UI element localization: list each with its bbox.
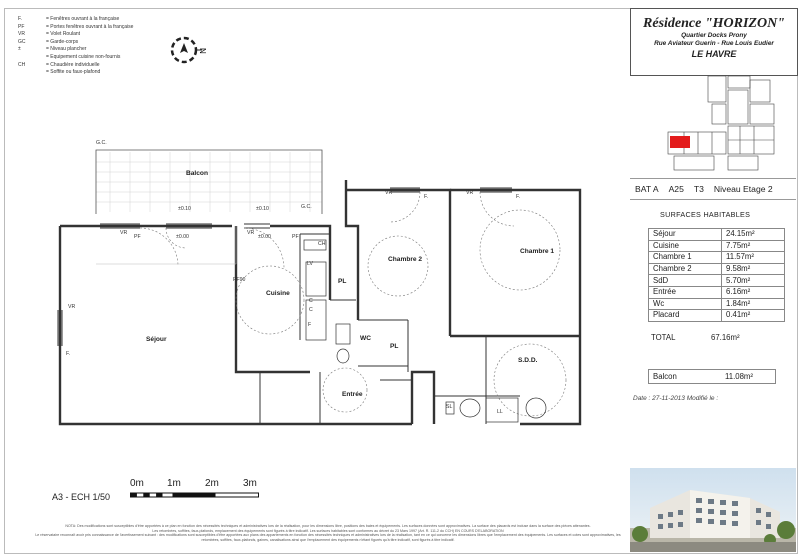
scale-label: A3 - ECH 1/50 bbox=[52, 492, 111, 502]
note-line: Les retombées, soffites, faux-plafonds, emplacement des équipements sont figurés à titre indicatif. Les surfaces habitables sont conformes au décret du 23 Mars 1997 (Art. R. 111-2 du CCH) EN COURS D'ELABORATION bbox=[152, 528, 504, 533]
placard-mark: PL bbox=[338, 278, 347, 285]
legend-row: GC = Garde-corps bbox=[18, 38, 79, 45]
total-value: 67.16m² bbox=[711, 333, 740, 342]
ll-mark: LL bbox=[497, 409, 503, 415]
total-label: TOTAL bbox=[651, 333, 676, 342]
table-row: Chambre 2 9.58m² bbox=[649, 263, 785, 275]
level-mark: ±0.00 bbox=[258, 234, 271, 240]
gc-mark: G.C. bbox=[96, 140, 107, 146]
f-mark: F. bbox=[516, 194, 521, 200]
legend-row: F. = Fenêtres ouvrant à la française bbox=[18, 16, 120, 22]
room-label-entree: Entrée bbox=[342, 391, 363, 398]
vr-mark: VR bbox=[120, 230, 128, 236]
vr-mark: VR bbox=[385, 190, 393, 196]
table-row: SdD 5.70m² bbox=[649, 275, 785, 287]
lot-number: A25 bbox=[668, 184, 684, 194]
room-label-balcon: Balcon bbox=[186, 170, 208, 177]
boiler-mark: CH bbox=[318, 241, 326, 247]
legend-row: VR = Volet Roulant bbox=[18, 31, 81, 38]
svg-text:N: N bbox=[198, 48, 207, 54]
level-mark: ±0.10 bbox=[178, 206, 191, 212]
placard-mark: PL bbox=[390, 343, 399, 350]
scale-tick-label: 3m bbox=[243, 478, 257, 489]
vr-mark: VR bbox=[68, 304, 76, 310]
project-title: Résidence "HORIZON" bbox=[643, 16, 785, 31]
balcony-tiles bbox=[96, 152, 322, 212]
project-street: Rue Aviateur Guerin - Rue Louis Eudier bbox=[654, 40, 774, 47]
pf90-mark: PF90 bbox=[233, 277, 246, 283]
legend-row: = Equipement cuisine non-fournis bbox=[46, 53, 121, 60]
floor-level: Niveau Etage 2 bbox=[713, 184, 773, 194]
gc-mark: G.C. bbox=[301, 204, 312, 210]
lv-mark: LV bbox=[307, 261, 313, 267]
note-line: Le réservataire reconnaît avoir pris connaissance de l'avertissement suivant : des modifications sont susceptibles d'être apportées aux plans des appartements en fonction des nécessités techniques et administratives lors de la réalisation, tant en ce qui concerne les dimensions libres que l'emplacement des équipements. Les surfaces et cotes sont approximatives, les retombées, soffites, faux-plafonds, gaines, canalisations ainsi que l'emplacement des équipements n'étant figurés qu'à titre indicatif, sont figurés à titre indicatif. bbox=[35, 533, 621, 542]
room-label-chambre1: Chambre 1 bbox=[520, 248, 555, 255]
building: BAT A bbox=[635, 184, 659, 194]
room-label-wc: WC bbox=[360, 335, 371, 342]
sl-mark: SL bbox=[446, 404, 453, 410]
legend-row: = Soffite ou faux-plafond bbox=[46, 69, 101, 76]
surfaces-heading: SURFACES HABITABLES bbox=[660, 210, 751, 219]
date-line: Date : 27-11-2013 Modifié le : bbox=[633, 395, 719, 402]
balcony-value: 11.08m² bbox=[725, 372, 754, 381]
scale-tick-label: 0m bbox=[130, 478, 144, 489]
vr-mark: VR bbox=[466, 190, 474, 196]
table-row: Placard 0.41m² bbox=[649, 310, 785, 322]
table-row: Entrée 6.16m² bbox=[649, 286, 785, 298]
room-label-chambre2: Chambre 2 bbox=[388, 256, 423, 263]
scale-tick-label: 1m bbox=[167, 478, 181, 489]
project-quarter: Quartier Docks Prony bbox=[681, 32, 747, 39]
table-row: Chambre 1 11.57m² bbox=[649, 252, 785, 264]
f-mark: F. bbox=[424, 194, 429, 200]
room-label-sejour: Séjour bbox=[146, 336, 167, 343]
table-row: Cuisine 7.75m² bbox=[649, 240, 785, 252]
pf-mark: PF bbox=[134, 234, 141, 240]
note-line: NOTA: Des modifications sont susceptibles d'être apportées à ce plan en fonction des nécessités techniques et administratives lors de la réalisation, pour les dimensions libre, positions des baies et équipements. Les surfaces données sont approximatives. La surface des placards est incluse dans la surface des pièces attenantes. bbox=[65, 524, 591, 528]
level-mark: ±0.00 bbox=[176, 234, 189, 240]
unit-type: T3 bbox=[693, 184, 704, 194]
f-mark: F. bbox=[66, 351, 71, 357]
f-mark: F bbox=[308, 322, 312, 328]
balcony-label: Balcon bbox=[653, 372, 677, 381]
c-mark: C bbox=[309, 307, 313, 313]
room-label-cuisine: Cuisine bbox=[266, 290, 290, 297]
vr-mark: VR bbox=[247, 230, 255, 236]
project-city: LE HAVRE bbox=[691, 49, 737, 59]
legend-row: PF = Portes fenêtres ouvrant à la française bbox=[18, 23, 134, 30]
room-label-sdd: S.D.D. bbox=[518, 357, 538, 364]
table-row: Wc 1.84m² bbox=[649, 298, 785, 310]
table-row: Séjour 24.15m² bbox=[649, 229, 785, 241]
legend-row: ± = Niveau plancher bbox=[18, 46, 87, 53]
legend-row: CH = Chaudière individuelle bbox=[18, 61, 100, 68]
c-mark: C bbox=[309, 298, 313, 304]
level-mark: ±0.10 bbox=[256, 206, 269, 212]
scale-tick-label: 2m bbox=[205, 478, 219, 489]
pf-mark: PF bbox=[292, 234, 299, 240]
